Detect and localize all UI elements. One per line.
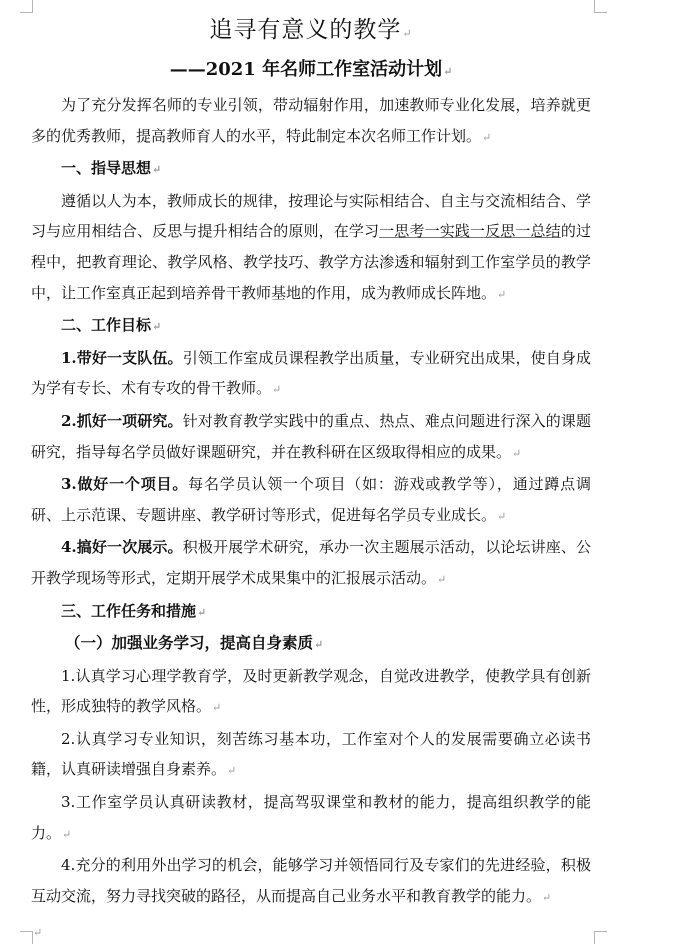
section-heading-tasks-measures: 三、工作任务和措施↵ <box>61 601 207 620</box>
document-subtitle: ——2021 年名师工作室活动计划↵ <box>169 59 453 80</box>
section-heading-work-goals: 二、工作目标↵ <box>61 316 162 335</box>
task-item: 1.认真学习心理学教育学，及时更新教学观念，自觉改进教学，使教学具有创新性，形成独特的教学风格。↵ <box>31 666 591 716</box>
page-corner-bottom-right <box>594 931 607 944</box>
empty-paragraph-mark: ↵ <box>33 926 43 940</box>
page-corner-top-right <box>594 0 607 13</box>
goal-item: 4.搞好一次展示。积极开展学术研究，承办一次主题展示活动，以论坛讲座、公开教学现场等形式，定期开展学术成果集中的汇报展示活动。↵ <box>31 538 591 587</box>
section-heading-guiding-ideology: 一、指导思想↵ <box>61 159 162 178</box>
page-corner-top-left <box>20 0 33 13</box>
subsection-heading-business-study: （一）加强业务学习，提高自身素质↵ <box>65 633 324 653</box>
document-page[interactable] <box>31 14 591 943</box>
goal-item: 3.做好一个项目。每名学员认领一个项目（如：游戏或教学等），通过蹲点调研、上示范课、专题讲座、教学研讨等形式，促进每名学员专业成长。↵ <box>31 475 591 524</box>
document-title: 追寻有意义的教学↵ <box>209 17 413 43</box>
intro-paragraph: 为了充分发挥名师的专业引领，带动辐射作用，加速教师专业化发展，培养就更多的优秀教师，提高教师育人的水平，特此制定本次名师工作计划。↵ <box>31 96 591 145</box>
spellcheck-underline-phrase: 一思考一实践一反思一总结 <box>379 222 561 241</box>
task-item: 3.工作室学员认真研读教材，提高驾驭课堂和教材的能力，提高组织教学的能力。↵ <box>31 793 591 842</box>
goal-item: 2.抓好一项研究。针对教育教学实践中的重点、热点、难点问题进行深入的课题研究，指导每名学员做好课题研究，并在教科研在区级取得相应的成果。↵ <box>31 411 591 461</box>
task-item: 4.充分的利用外出学习的机会，能够学习并领悟同行及专家们的先进经验，积极互动交流，努力寻找突破的路径，从而提高自己业务水平和教育教学的能力。↵ <box>31 856 591 905</box>
task-item: 2.认真学习专业知识，刻苦练习基本功，工作室对个人的发展需要确立必读书籍，认真研读增强自身素养。↵ <box>31 729 591 779</box>
goal-item: 1.带好一支队伍。引领工作室成员课程教学出质量，专业研究出成果，使自身成为学有专长、术有专攻的骨干教师。↵ <box>31 348 591 398</box>
guiding-ideology-paragraph: 遵循以人为本，教师成长的规律，按理论与实际相结合、自主与交流相结合、学习与应用相结合、反思与提升相结合的原则，在学习一思考一实践一反思一总结的过程中，把教育理论、教学风格、教学技巧、教学方法渗透和辐射到工作室学员的教学中，让工作室真正起到培养骨干教师基地的作用，成为教师成长阵地。↵ <box>31 191 591 302</box>
